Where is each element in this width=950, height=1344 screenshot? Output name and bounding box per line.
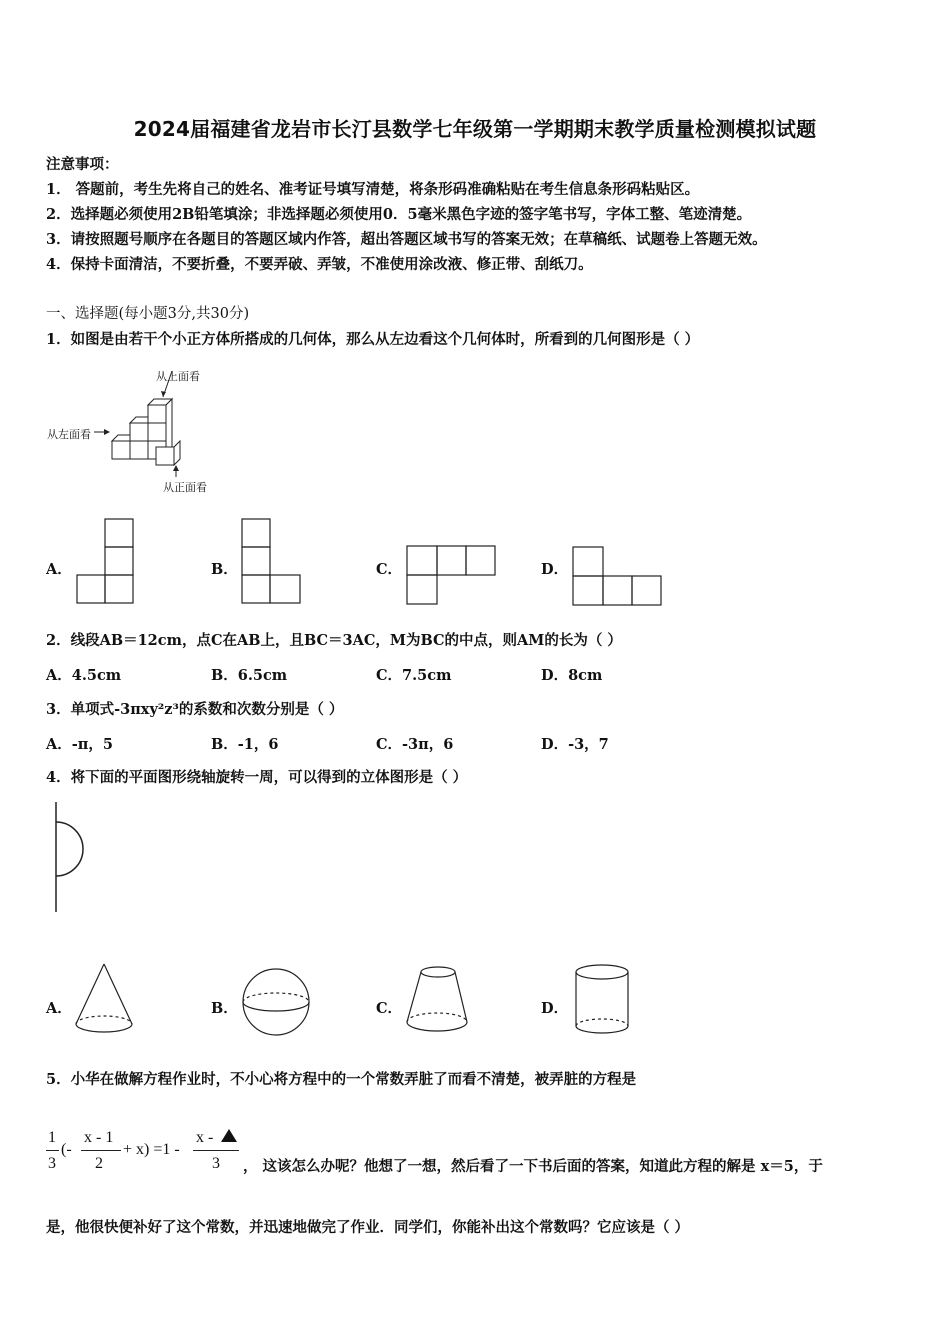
triangle-icon bbox=[221, 1129, 237, 1142]
q1-option-d-figure bbox=[572, 546, 664, 608]
q1-option-a[interactable]: A． bbox=[46, 561, 72, 578]
question-3-text: 3．单项式-3πxy²z³的系数和次数分别是（ ） bbox=[46, 701, 344, 718]
page-title: 2024届福建省龙岩市长汀县数学七年级第一学期期末教学质量检测模拟试题 bbox=[133, 117, 817, 141]
question-5-text: 5．小华在做解方程作业时，不小心将方程中的一个常数弄脏了而看不清楚，被弄脏的方程是 bbox=[46, 1071, 637, 1088]
q3-option-d[interactable]: D．-3，7 bbox=[541, 736, 609, 753]
q3-option-b[interactable]: B．-1，6 bbox=[211, 736, 279, 753]
q1-option-a-figure bbox=[76, 518, 136, 606]
label-left-view: 从左面看 bbox=[47, 428, 91, 441]
q4-option-d[interactable]: D． bbox=[541, 1000, 569, 1017]
notice-item: 3．请按照题号顺序在各题目的答题区域内作答，超出答题区域书写的答案无效；在草稿纸、试题卷上答题无效。 bbox=[46, 231, 767, 248]
q2-option-d[interactable]: D．8cm bbox=[541, 667, 603, 684]
q1-option-d[interactable]: D． bbox=[541, 561, 569, 578]
notice-heading: 注意事项： bbox=[46, 156, 119, 173]
question-2-text: 2．线段AB＝12cm，点C在AB上，且BC＝3AC，M为BC的中点，则AM的长为（ ） bbox=[46, 632, 622, 649]
q2-option-b[interactable]: B．6.5cm bbox=[211, 667, 288, 684]
cylinder-icon bbox=[574, 964, 632, 1038]
q1-option-c[interactable]: C． bbox=[376, 561, 403, 578]
notice-item: 1． 答题前，考生先将自己的姓名、准考证号填写清楚，将条形码准确粘贴在考生信息条形码粘贴区。 bbox=[46, 181, 700, 198]
q2-option-c[interactable]: C．7.5cm bbox=[376, 667, 452, 684]
q3-option-a[interactable]: A．-π，5 bbox=[46, 736, 113, 753]
q1-option-b[interactable]: B． bbox=[211, 561, 238, 578]
question-4-text: 4．将下面的平面图形绕轴旋转一周，可以得到的立体图形是（ ） bbox=[46, 769, 468, 786]
label-front-view: 从正面看 bbox=[163, 481, 207, 494]
question-5-text-end: 是，他很快便补好了这个常数，并迅速地做完了作业．同学们，你能补出这个常数吗？它应该是（ ） bbox=[46, 1219, 690, 1236]
q4-option-a[interactable]: A． bbox=[46, 1000, 72, 1017]
label-top-view: 从上面看 bbox=[156, 370, 200, 383]
q2-option-a[interactable]: A．4.5cm bbox=[46, 667, 122, 684]
q1-option-c-figure bbox=[406, 545, 498, 607]
q4-option-c[interactable]: C． bbox=[376, 1000, 403, 1017]
notice-item: 2．选择题必须使用2B铅笔填涂；非选择题必须使用0．5毫米黑色字迹的签字笔书写，字体工整、笔迹清楚。 bbox=[46, 206, 752, 223]
q3-option-c[interactable]: C．-3π，6 bbox=[376, 736, 454, 753]
q4-option-b[interactable]: B． bbox=[211, 1000, 238, 1017]
sphere-icon bbox=[240, 969, 312, 1037]
question-5-text-cont: ， 这该怎么办呢？他想了一想，然后看了一下书后面的答案，知道此方程的解是 x＝5，于 bbox=[243, 1158, 823, 1175]
cone-icon bbox=[74, 962, 136, 1034]
frustum-icon bbox=[404, 964, 470, 1036]
q1-option-b-figure bbox=[241, 518, 303, 606]
question-1-text: 1．如图是由若干个小正方体所搭成的几何体，那么从左边看这个几何体时，所看到的几何图形是（ ） bbox=[46, 331, 700, 348]
section-heading: 一、选择题(每小题3分,共30分) bbox=[46, 306, 250, 322]
notice-item: 4．保持卡面清洁，不要折叠，不要弄破、弄皱，不准使用涂改液、修正带、刮纸刀。 bbox=[46, 256, 593, 273]
half-circle-axis-figure bbox=[50, 800, 90, 915]
